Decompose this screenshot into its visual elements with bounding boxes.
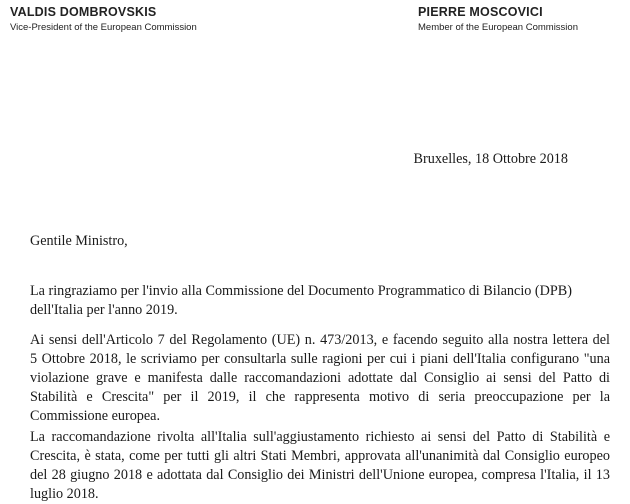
paragraph-2-line: 5 Ottobre 2018, le scriviamo per consultarla sulle ragioni per cui i piani dell'Italia configurano "una xyxy=(30,351,610,367)
letter-date: Bruxelles, 18 Ottobre 2018 xyxy=(413,151,568,167)
paragraph-2-line: Stabilità e Crescita" per il 2019, il che rappresenta motivo di seria preoccupazione per la xyxy=(30,389,610,405)
paragraph-2-line: Ai sensi dell'Articolo 7 del Regolamento (UE) n. 473/2013, e facendo seguito alla nostra lettera del xyxy=(30,332,610,348)
sender-right xyxy=(418,4,578,34)
paragraph-3-line: luglio 2018. xyxy=(30,486,99,502)
paragraph-3-line: del 28 giugno 2018 e adottata dal Consiglio dei Ministri dell'Unione europea, compresa l'Italia, il 13 xyxy=(30,467,610,483)
paragraph-1-line: La ringraziamo per l'invio alla Commissione del Documento Programmatico di Bilancio (DPB) xyxy=(30,283,572,299)
sender-left-role: Vice-President of the European Commission xyxy=(10,22,197,33)
sender-left-name: VALDIS DOMBROVSKIS xyxy=(10,5,157,19)
paragraph-3-line: La raccomandazione rivolta all'Italia sull'aggiustamento richiesto ai sensi del Patto di Stabilità e xyxy=(30,429,610,445)
paragraph-2 xyxy=(30,331,610,426)
paragraph-1 xyxy=(30,282,610,320)
paragraph-2-line: violazione grave e manifesta dalle raccomandazioni adottate dal Consiglio ai sensi del Patto di xyxy=(30,370,610,386)
sender-left xyxy=(10,4,197,34)
paragraph-1-line: dell'Italia per l'anno 2019. xyxy=(30,302,178,318)
sender-right-role: Member of the European Commission xyxy=(418,22,578,33)
greeting: Gentile Ministro, xyxy=(30,233,128,249)
paragraph-3 xyxy=(30,428,610,504)
sender-right-name: PIERRE MOSCOVICI xyxy=(418,5,543,19)
paragraph-2-line: Commissione europea. xyxy=(30,408,161,424)
paragraph-3-line: Crescita, è stata, come per tutti gli altri Stati Membri, approvata all'unanimità dal Consiglio europeo xyxy=(30,448,610,464)
